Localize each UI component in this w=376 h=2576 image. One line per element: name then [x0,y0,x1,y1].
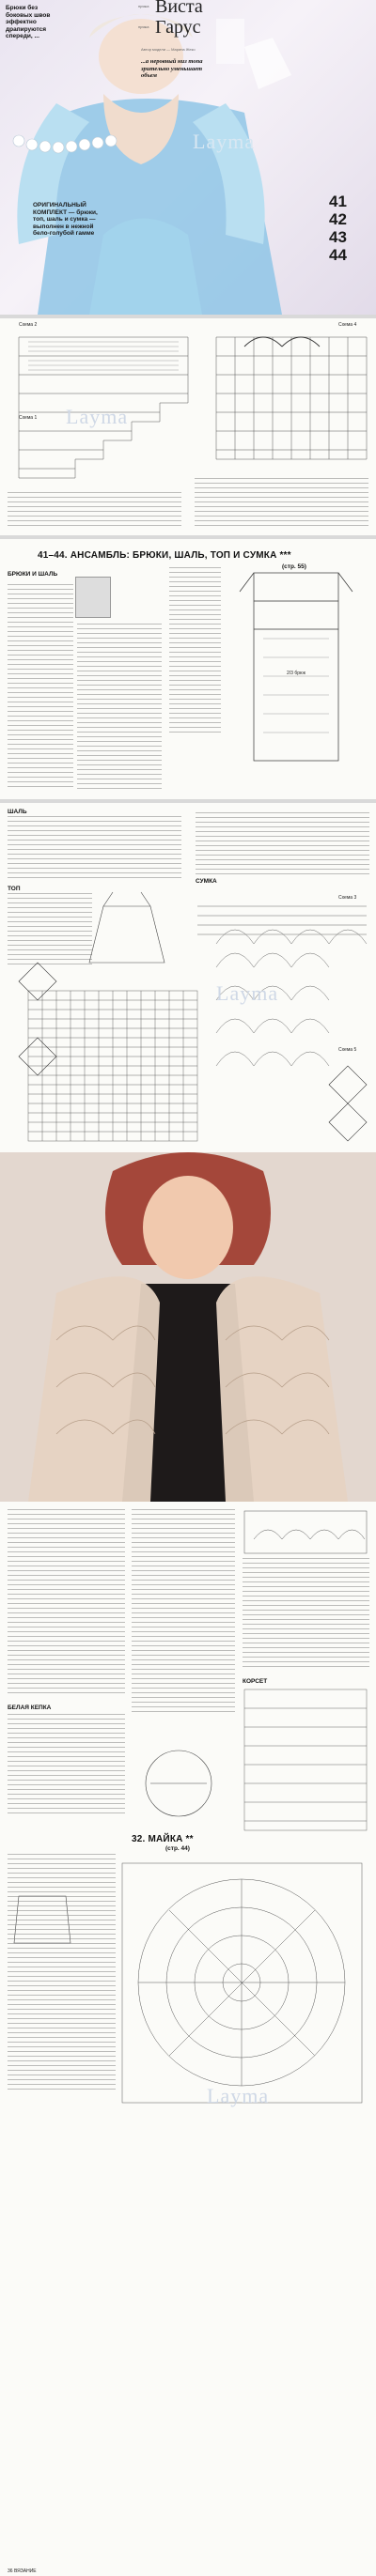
ensemble-photo [0,0,376,315]
page-footer: 36 ВЯЗАНИЕ [8,2568,37,2574]
text-column-1 [8,584,73,791]
stitch-schemes [0,803,376,1152]
watermark: Layma [216,981,279,1005]
model-numbers [329,193,367,264]
text-column-2 [77,624,162,791]
corset-scheme [244,1689,367,1830]
ensemble-heading: 41–44. АНСАМБЛЬ: БРЮКИ, ШАЛЬ, ТОП И СУМКА *** [38,550,291,561]
subhead-corset: КОРСЕТ [243,1678,268,1685]
label-scheme-2: Схема 2 [19,322,38,328]
tank-heading: 32. МАЙКА ** [132,1834,194,1844]
model-number-44: 44 [329,246,347,264]
subhead-cap: БЕЛАЯ КЕПКА [8,1704,52,1711]
arc-marks [244,337,320,347]
caption-bottom: ОРИГИНАЛЬНЫЙ КОМПЛЕКТ — брюки, топ, шаль и сумка — выполнен в нежной бело-голубой гамме [33,202,98,237]
watermark: Layma [193,130,256,153]
watermark: Layma [207,2084,270,2107]
subhead-top: ТОП [8,886,21,892]
label-scheme-3: Схема 3 [338,895,357,901]
text-column-right [195,478,368,530]
author-credit: Автор модели — Марина Жеко [141,47,196,52]
watermark: Layma [66,405,129,428]
caption-right: ...а неровный низ топа зрительно уменьшает объем [141,58,203,79]
scheme-page-3 [0,1502,376,2576]
ensemble-heading-ref: (стр. 55) [282,563,306,570]
label-scheme-1: Схема 1 [19,415,38,421]
model-number-41: 41 [329,193,347,210]
chart-grid-left [28,991,197,1141]
text-column-3 [169,567,221,736]
label-scheme-5: Схема 5 [338,1047,357,1053]
subhead-shawl: ШАЛЬ [8,809,27,815]
model-number-42: 42 [329,210,347,228]
model-number-43: 43 [329,228,347,246]
tank-heading-ref: (стр. 44) [165,1845,190,1852]
top-schematic [89,892,164,963]
scheme-page-1 [0,318,376,535]
label-scheme-4: Схема 4 [338,322,357,328]
model-illustration-2 [0,1152,376,1502]
text-column-left [8,492,181,530]
caption-left: Брюки без боковых швов эффектно драпируются спереди, ... [6,5,51,39]
text-tank [8,1854,116,2093]
thumbnail-photo [75,577,111,618]
cardigan-photo [0,1152,376,1502]
subhead-bag: СУМКА [196,878,217,885]
brand-vista: Виста [155,0,203,17]
small-scheme [244,1511,367,1553]
cap-schematic [146,1751,212,1816]
measure-label: 2/3 брюк [287,671,306,676]
brand-prefix-2: пряжа [138,24,149,29]
face-shape [143,1176,233,1279]
subhead-trousers-shawl: БРЮКИ И ШАЛЬ [8,571,58,578]
scheme-grid-right [216,337,367,459]
tank-scheme [122,1863,362,2103]
instructions-page [0,539,376,799]
motif-right [329,1066,367,1141]
brand-prefix-1: пряжа [138,4,149,8]
trouser-schematic [226,563,376,789]
scheme-page-2 [0,803,376,1152]
bag-shape [216,19,244,64]
brand-garus: Гарус [155,17,201,38]
